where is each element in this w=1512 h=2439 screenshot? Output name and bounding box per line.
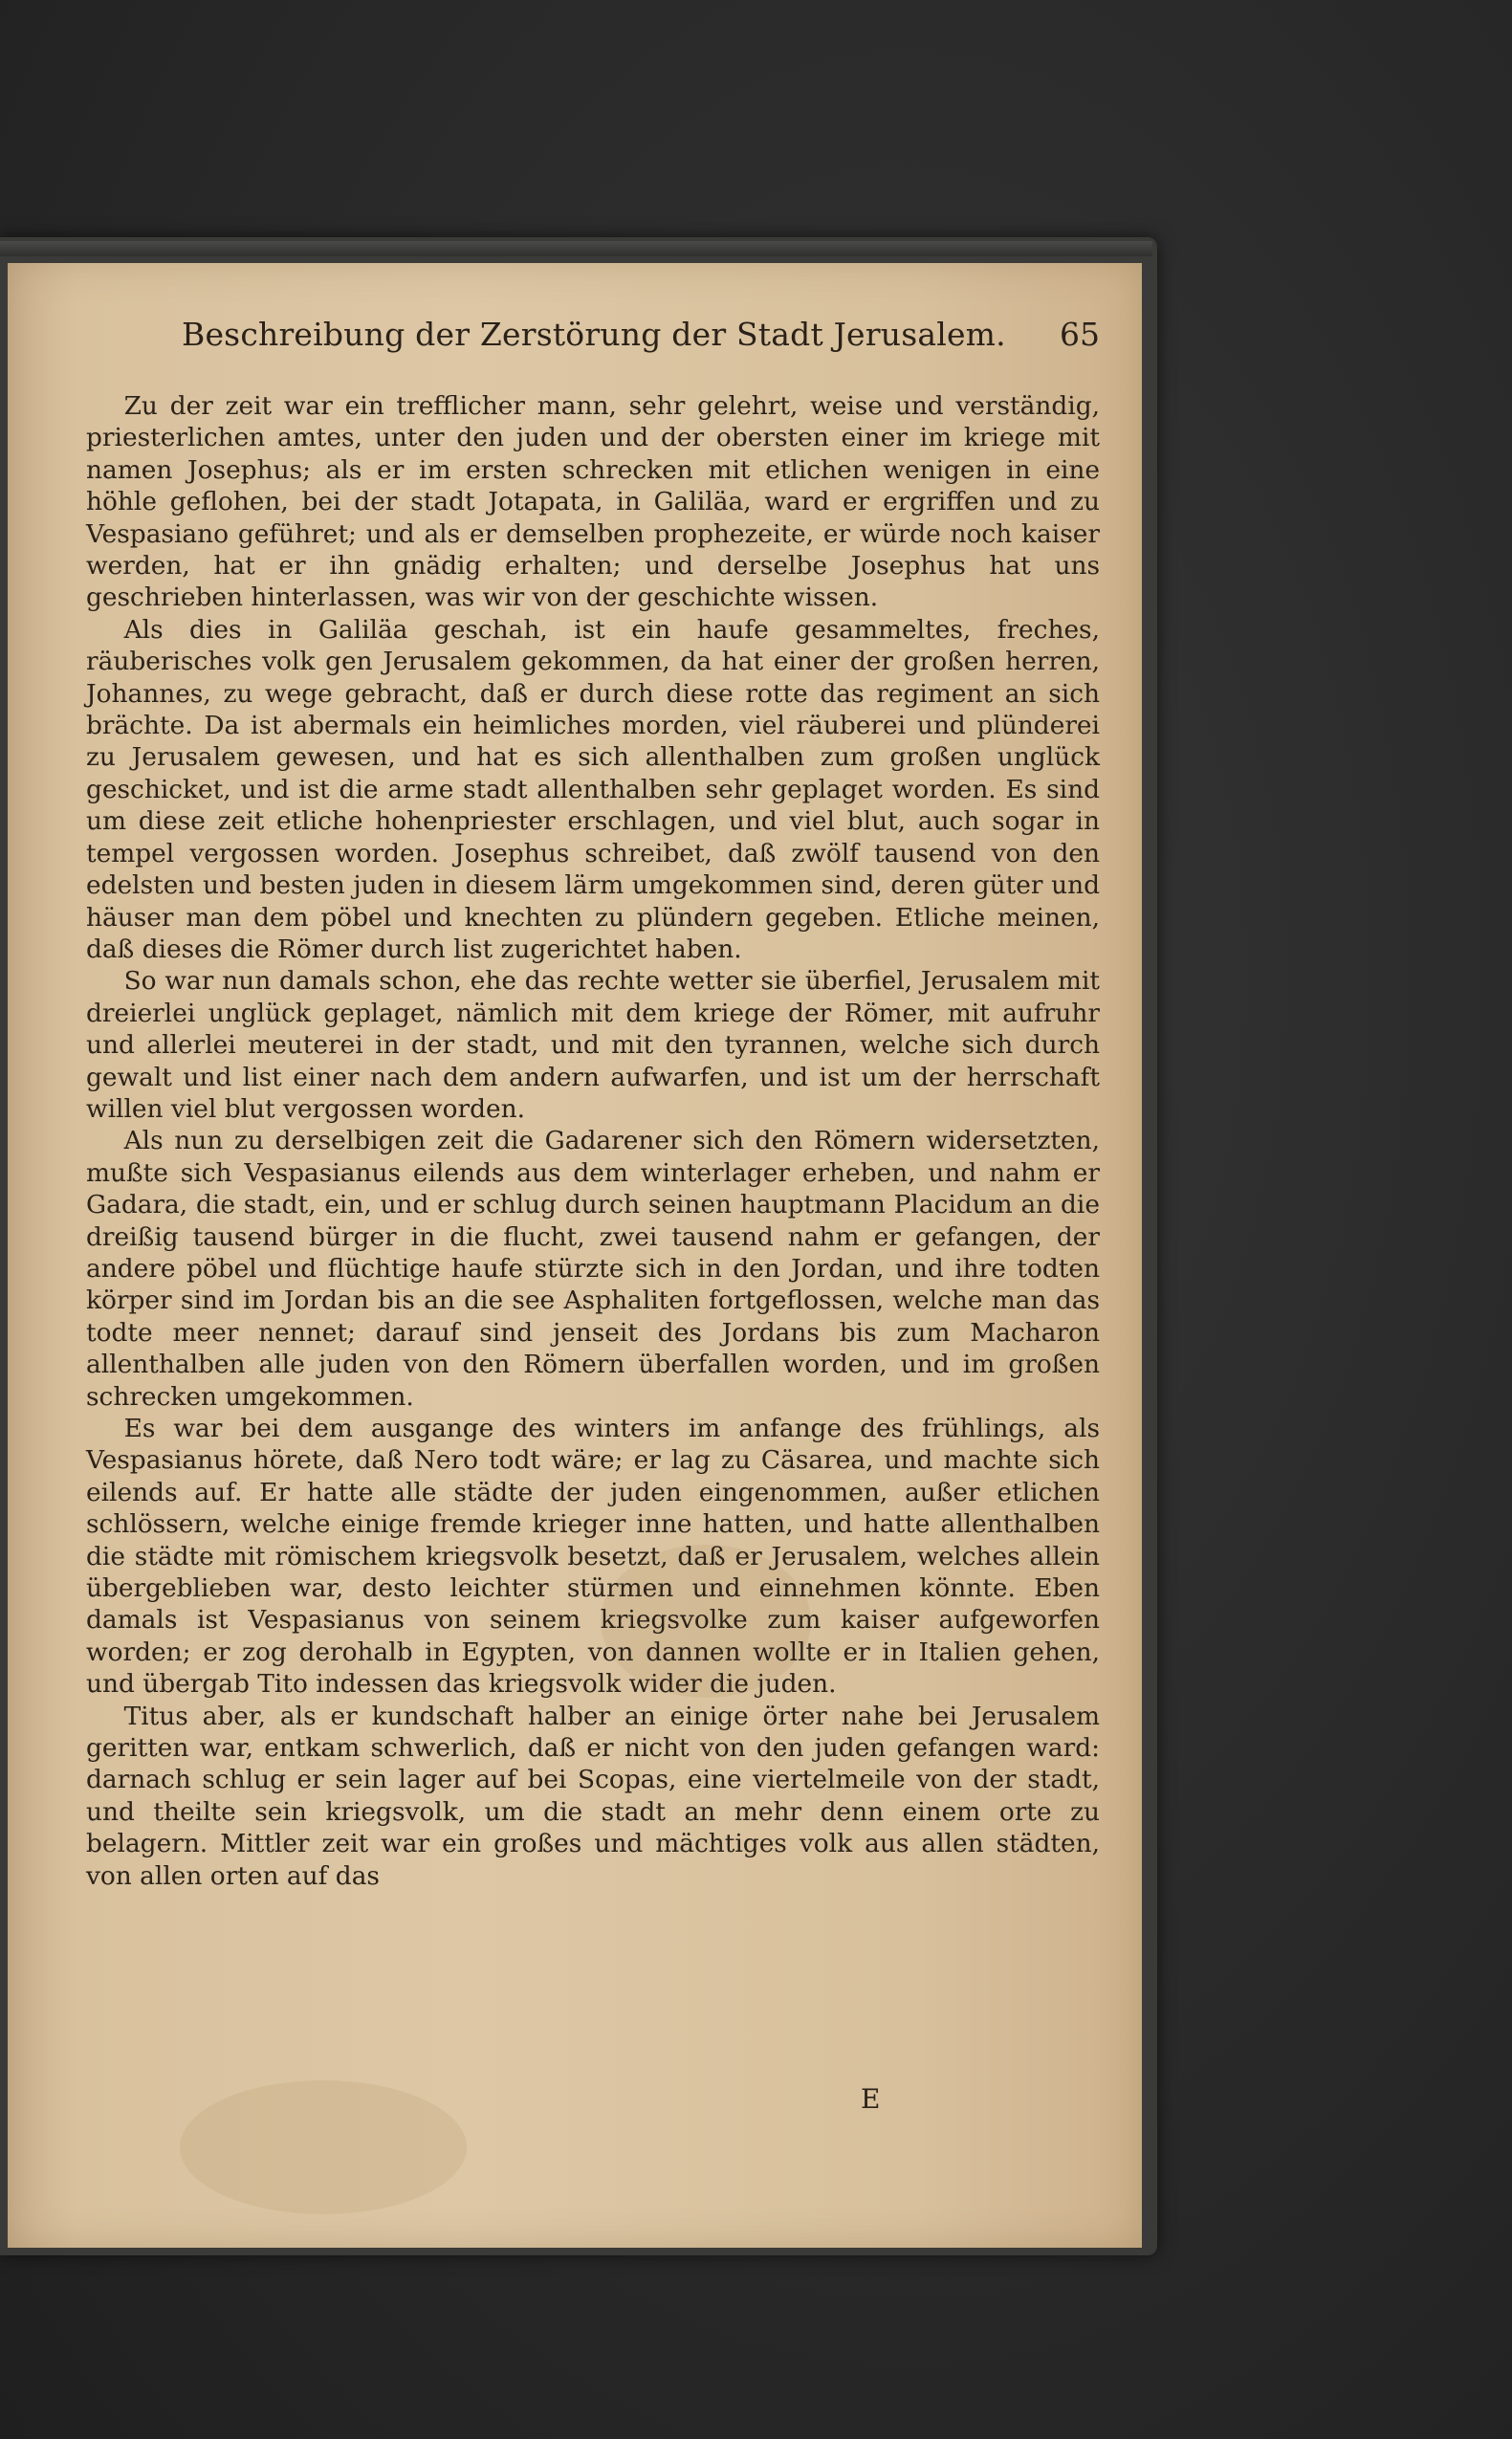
page-number: 65 <box>1060 316 1100 353</box>
paragraph: Titus aber, als er kundschaft halber an einige örter nahe bei Jerusalem geritten war, entkam schwerlich, daß er nicht von den juden gefangen ward: darnach schlug er sein lager auf bei Scopas, eine viertelmeile von der stadt, und theilte sein kriegsvolk, um die stadt an mehr denn einem orte zu belagern. Mittler zeit war ein großes und mächtiges volk aus allen städten, von allen orten auf das <box>86 1701 1100 1891</box>
paragraph: So war nun damals schon, ehe das rechte wetter sie überfiel, Jerusalem mit dreierlei unglück geplaget, nämlich mit dem kriege der Römer, mit aufruhr und allerlei meuterei in der stadt, und mit den tyrannen, welche sich durch gewalt und list einer nach dem andern aufwarfen, und ist um der herrschaft willen viel blut vergossen worden. <box>86 966 1100 1124</box>
body-text <box>86 390 1100 1892</box>
running-header <box>182 316 1100 363</box>
catchword: E <box>861 2083 881 2115</box>
paragraph: Es war bei dem ausgange des winters im anfange des frühlings, als Vespasianus hörete, daß Nero todt wäre; er lag zu Cäsarea, und machte sich eilends auf. Er hatte alle städte der juden eingenommen, außer etlichen schlössern, welche einige fremde krieger inne hatten, und hatte allenthalben die städte mit römischem kriegsvolk besetzt, daß er Jerusalem, welches allein übergeblieben war, desto leichter stürmen und einnehmen könnte. Eben damals ist Vespasianus von seinem kriegsvolke zum kaiser aufgeworfen worden; er zog derohalb in Egypten, von dannen wollte er in Italien gehen, und übergab Tito indessen das kriegsvolk wider die juden. <box>86 1414 1100 1700</box>
paper-stain <box>180 2080 467 2214</box>
paragraph: Als nun zu derselbigen zeit die Gadarener sich den Römern widersetzten, mußte sich Vespasianus eilends aus dem winterlager erheben, und nahm er Gadara, die stadt, ein, und er schlug durch seinen hauptmann Placidum an die dreißig tausend bürger in die flucht, zwei tausend nahm er gefangen, der andere pöbel und flüchtige haufe stürzte sich in den Jordan, und ihre todten körper sind im Jordan bis an die see Asphaliten fortgeflossen, welche man das todte meer nennet; darauf sind jenseit des Jordans bis zum Macharon allenthalben alle juden von den Römern überfallen worden, und im großen schrecken umgekommen. <box>86 1126 1100 1412</box>
book-cover-edge <box>0 241 1152 256</box>
paragraph: Als dies in Galiläa geschah, ist ein haufe gesammeltes, freches, räuberisches volk gen Jerusalem gekommen, da hat einer der großen herren, Johannes, zu wege gebracht, daß er durch diese rotte das regiment an sich brächte. Da ist abermals ein heimliches morden, viel räuberei und plünderei zu Jerusalem gewesen, und hat es sich allenthalben zum großen unglück geschicket, und ist die arme stadt allenthalben sehr geplaget worden. Es sind um diese zeit etliche hohenpriester erschlagen, und viel blut, auch sogar in tempel vergossen worden. Josephus schreibet, daß zwölf tausend von den edelsten und besten juden in diesem lärm umgekommen sind, deren güter und häuser man dem pöbel und knechten zu plündern gegeben. Etliche meinen, daß dieses die Römer durch list zugerichtet haben. <box>86 614 1100 964</box>
paragraph: Zu der zeit war ein trefflicher mann, sehr gelehrt, weise und verständig, priesterlichen amtes, unter den juden und der obersten einer im kriege mit namen Josephus; als er im ersten schrecken mit etlichen wenigen in eine höhle geflohen, bei der stadt Jotapata, in Galiläa, ward er ergriffen und zu Vespasiano geführet; und als er demselben prophezeite, er würde noch kaiser werden, hat er ihn gnädig erhalten; und derselbe Josephus hat uns geschrieben hinterlassen, was wir von der geschichte wissen. <box>86 391 1100 613</box>
running-title: Beschreibung der Zerstörung der Stadt Jerusalem. <box>182 316 1006 353</box>
